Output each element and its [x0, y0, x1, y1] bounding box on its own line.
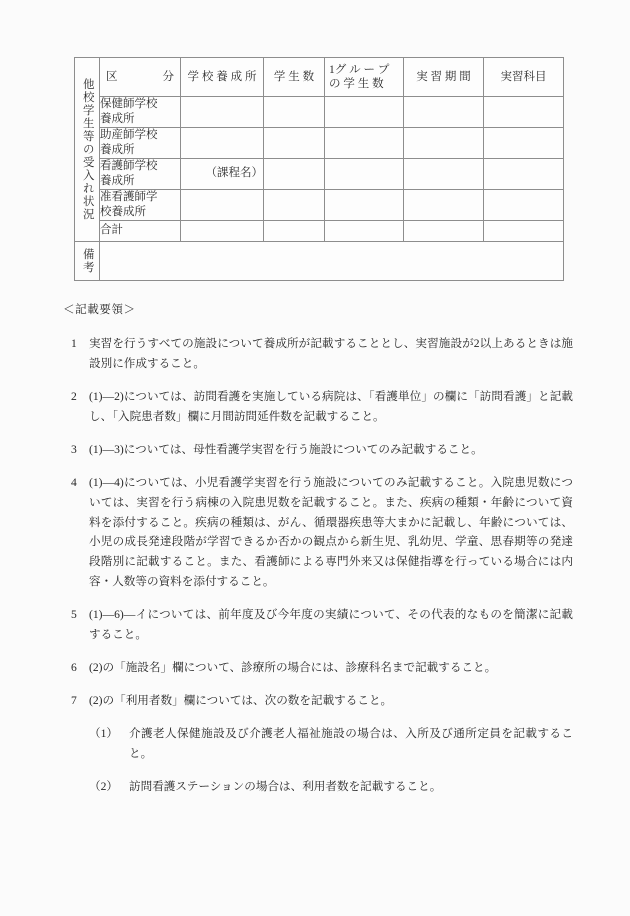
header-category-left: 区	[106, 70, 118, 83]
header-group-line2: の 学 生 数	[329, 78, 384, 90]
cell-subject[interactable]	[484, 97, 564, 128]
category-line1: 保健師学校	[100, 98, 158, 110]
row-category-assistant-nurse	[100, 189, 181, 220]
cell-total-period[interactable]	[404, 220, 484, 241]
table-remarks-row	[75, 241, 564, 280]
note-sub-number: （2）	[89, 779, 118, 793]
cell-group-students[interactable]	[325, 189, 404, 220]
note-number: 4	[71, 475, 77, 489]
note-item	[63, 387, 573, 427]
form-table-container	[74, 57, 556, 281]
category-line2: 養成所	[100, 112, 135, 125]
table-row	[75, 97, 564, 128]
acceptance-status-table	[74, 57, 564, 281]
note-item	[63, 605, 573, 645]
note-sub-number: （1）	[89, 727, 118, 740]
row-category-public-health-nurse	[100, 97, 181, 128]
note-text: (1)―3)については、母性看護学実習を行う施設についてのみ記載すること。	[89, 442, 483, 456]
note-text: (2)の「施設名」欄について、診療所の場合には、診療科名まで記載すること。	[89, 661, 497, 675]
cell-total-school[interactable]	[181, 220, 264, 241]
note-number: 2	[71, 389, 77, 403]
cell-group-students[interactable]	[325, 97, 404, 128]
header-group-line1: 1グ ル ー プ	[329, 63, 390, 76]
header-subject: 実習科目	[484, 58, 564, 97]
cell-subject[interactable]	[484, 127, 564, 158]
cell-period[interactable]	[404, 158, 484, 189]
note-text: (1)―6)―イについては、前年度及び今年度の実績について、その代表的なものを簡潔に記載すること。	[89, 608, 573, 642]
note-sub-item	[89, 777, 573, 797]
note-number: 5	[71, 608, 77, 622]
notes-section	[63, 300, 573, 797]
table-row	[75, 158, 564, 189]
row-category-nurse	[100, 158, 181, 189]
category-line1: 看護師学校	[100, 159, 158, 172]
vertical-label-acceptance-status	[75, 58, 100, 242]
cell-students[interactable]	[264, 97, 325, 128]
cell-subject[interactable]	[484, 158, 564, 189]
cell-school[interactable]	[181, 189, 264, 220]
row-category-total: 合計	[100, 220, 181, 241]
cell-school[interactable]	[181, 97, 264, 128]
note-sub-item	[89, 724, 573, 764]
category-line1: 准看護師学	[100, 190, 158, 203]
header-period: 実 習 期 間	[404, 58, 484, 97]
note-text: (2)の「利用者数」欄については、次の数を記載すること。	[89, 694, 393, 708]
note-item	[63, 440, 573, 460]
note-sub-text: 介護老人保健施設及び介護老人福祉施設の場合は、入所及び通所定員を記載すること。	[129, 727, 573, 760]
category-line1: 助産師学校	[100, 128, 158, 141]
table-row	[75, 127, 564, 158]
header-category	[100, 58, 181, 97]
note-text: (1)―4)については、小児看護学実習を行う施設についてのみ記載すること。入院患児数については、実習を行う病棟の入院患児数を記載すること。また、疾病の種類・年齢について資料を添付すること。疾病の種類は、がん、循環器疾患等大まかに記載し、年齢については、小児の成長発達段階が学習できるか否かの観点から新生児、乳幼児、学童、思春期等の発達段階別に記載すること。また、看護師による専門外来又は保健指導を行っている場合には内容・人数等の資料を添付すること。	[89, 475, 573, 589]
vertical-label-remarks	[75, 241, 100, 280]
note-item	[63, 473, 573, 593]
note-text: (1)―2)については、訪問看護を実施している病院は、「看護単位」の欄に「訪問看護」と記載し、「入院患者数」欄に月間訪問延件数を記載すること。	[89, 389, 573, 423]
category-line2: 校養成所	[100, 205, 146, 218]
table-row	[75, 189, 564, 220]
cell-group-students[interactable]	[325, 127, 404, 158]
table-total-row	[75, 220, 564, 241]
category-line2: 養成所	[100, 174, 135, 187]
note-number: 7	[71, 694, 77, 708]
category-line2: 養成所	[100, 143, 135, 156]
header-category-right: 分	[162, 70, 174, 83]
cell-subject[interactable]	[484, 189, 564, 220]
cell-school[interactable]	[181, 127, 264, 158]
cell-total-group[interactable]	[325, 220, 404, 241]
cell-students[interactable]	[264, 158, 325, 189]
note-item	[63, 658, 573, 678]
vertical-label-text: 他校学生等の受入れ状況	[81, 77, 94, 221]
cell-group-students[interactable]	[325, 158, 404, 189]
vertical-label-remarks-text: 備考	[81, 247, 94, 274]
cell-school-course-name[interactable]: （課程名）	[181, 158, 264, 189]
cell-students[interactable]	[264, 127, 325, 158]
cell-total-subject[interactable]	[484, 220, 564, 241]
note-text: 実習を行うすべての施設について養成所が記載することとし、実習施設が2以上あるときは施設別に作成すること。	[89, 336, 573, 370]
cell-period[interactable]	[404, 97, 484, 128]
cell-remarks[interactable]	[100, 241, 564, 280]
header-school: 学 校 養 成 所	[181, 58, 264, 97]
note-item	[63, 691, 573, 711]
cell-period[interactable]	[404, 127, 484, 158]
cell-students[interactable]	[264, 189, 325, 220]
table-header-row	[75, 58, 564, 97]
header-students: 学 生 数	[264, 58, 325, 97]
header-group-students	[325, 58, 404, 97]
notes-title: ＜記載要領＞	[63, 303, 136, 316]
note-sub-text: 訪問看護ステーションの場合は、利用者数を記載すること。	[129, 779, 442, 793]
note-number: 1	[71, 336, 77, 350]
note-number: 3	[71, 442, 77, 456]
note-item	[63, 334, 573, 374]
row-category-midwife	[100, 127, 181, 158]
note-number: 6	[71, 661, 77, 675]
cell-period[interactable]	[404, 189, 484, 220]
cell-total-students[interactable]	[264, 220, 325, 241]
